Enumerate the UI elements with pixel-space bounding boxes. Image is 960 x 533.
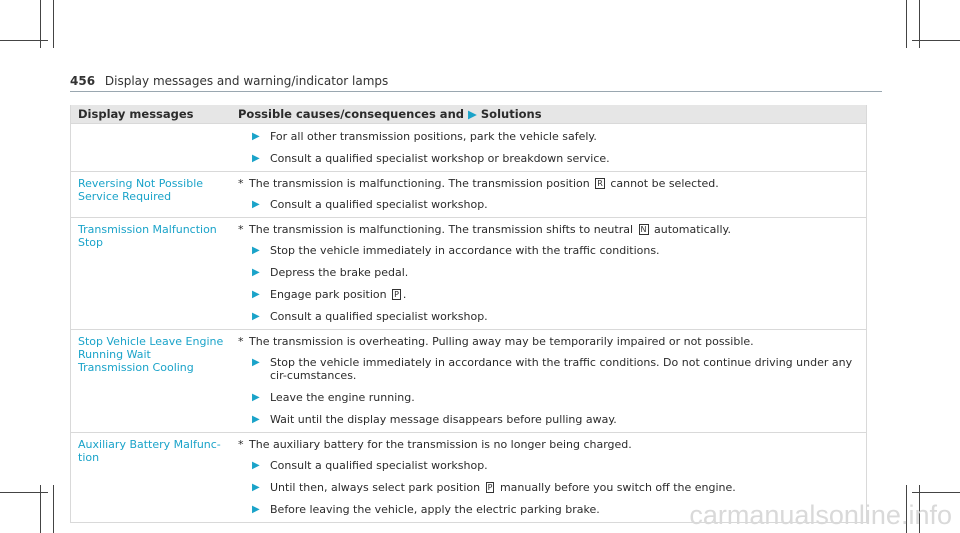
display-message: Stop Vehicle Leave Engine Running Wait Transmission Cooling [78, 335, 224, 374]
gear-n-symbol: N [640, 225, 647, 234]
crop-mark [912, 40, 960, 41]
solutions-cell [231, 172, 866, 217]
solution-arrow-icon: ▶ [252, 504, 260, 515]
table-row [71, 171, 866, 217]
solution-arrow-icon: ▶ [252, 289, 260, 300]
cause-text: * The transmission is malfunctioning. The transmission position R cannot be selected. [238, 177, 719, 190]
page-number: 456 [70, 74, 96, 88]
solution-item: ▶ For all other transmission positions, park the vehicle safely. [252, 130, 597, 143]
solution-item: ▶ Consult a qualified specialist workshop or breakdown service. [252, 152, 610, 165]
solution-arrow-icon: ▶ [252, 199, 260, 210]
cause-text: * The transmission is malfunctioning. The transmission shifts to neutral N automatically. [238, 223, 731, 236]
watermark: carmanualsonline.info [689, 500, 952, 530]
cause-text: * The transmission is overheating. Pulling away may be temporarily impaired or not possible. [238, 335, 754, 348]
solution-arrow-icon: ▶ [252, 153, 260, 164]
crop-mark [906, 0, 907, 48]
table-row [71, 329, 866, 432]
solution-item: ▶ Engage park position P . [252, 288, 407, 301]
solution-arrow-icon: ▶ [252, 392, 260, 403]
gear-p-symbol: P [487, 483, 493, 492]
crop-mark [0, 40, 48, 41]
solution-item: ▶ Wait until the display message disappears before pulling away. [252, 413, 617, 426]
table-header [71, 105, 866, 123]
solution-arrow-icon: ▶ [252, 267, 260, 278]
crop-mark [0, 492, 48, 493]
table-row [71, 217, 866, 329]
display-message: Reversing Not Possible Service Required [78, 177, 204, 203]
solutions-cell [231, 124, 866, 171]
col-header-messages: Display messages [78, 107, 194, 121]
messages-table [70, 105, 867, 523]
gear-p-symbol: P [394, 290, 399, 299]
solutions-cell [231, 330, 866, 432]
crop-mark [53, 485, 54, 533]
solution-arrow-icon: ▶ [252, 482, 260, 493]
solution-item: ▶ Consult a qualified specialist workshop. [252, 459, 488, 472]
header-rule [70, 91, 882, 92]
solution-item: ▶ Depress the brake pedal. [252, 266, 409, 279]
display-message [71, 124, 231, 171]
crop-mark [912, 492, 960, 493]
solution-item: ▶ Before leaving the vehicle, apply the electric parking brake. [252, 503, 600, 516]
solution-arrow-icon: ▶ [252, 414, 260, 425]
page-header [70, 74, 388, 88]
cause-text: * The auxiliary battery for the transmission is no longer being charged. [238, 438, 632, 451]
solution-item: ▶ Stop the vehicle immediately in accordance with the traffic conditions. [252, 244, 660, 257]
solution-arrow-icon: ▶ [252, 357, 260, 368]
table-row [71, 123, 866, 171]
display-message: Transmission Malfunction Stop [78, 223, 217, 249]
solution-arrow-icon: ▶ [468, 107, 477, 121]
col-header-causes: Possible causes/consequences and ▶ Solutions [238, 107, 542, 121]
crop-mark [53, 0, 54, 48]
display-message: Auxiliary Battery Malfunc-tion [78, 438, 221, 464]
solution-item: ▶ Leave the engine running. [252, 391, 415, 404]
solution-arrow-icon: ▶ [252, 460, 260, 471]
solution-item: ▶ Consult a qualified specialist workshop. [252, 198, 488, 211]
solution-arrow-icon: ▶ [252, 245, 260, 256]
solution-item: ▶ Stop the vehicle immediately in accordance with the traffic conditions. Do not continue driving under any cir-cumstances. [252, 356, 853, 382]
solution-item: ▶ Consult a qualified specialist workshop. [252, 310, 488, 323]
gear-r-symbol: R [597, 179, 603, 188]
solution-arrow-icon: ▶ [252, 131, 260, 142]
page-title: Display messages and warning/indicator lamps [104, 74, 389, 88]
solution-arrow-icon: ▶ [252, 311, 260, 322]
solution-item: ▶ Until then, always select park position P manually before you switch off the engine. [252, 481, 736, 494]
solutions-cell [231, 218, 866, 329]
